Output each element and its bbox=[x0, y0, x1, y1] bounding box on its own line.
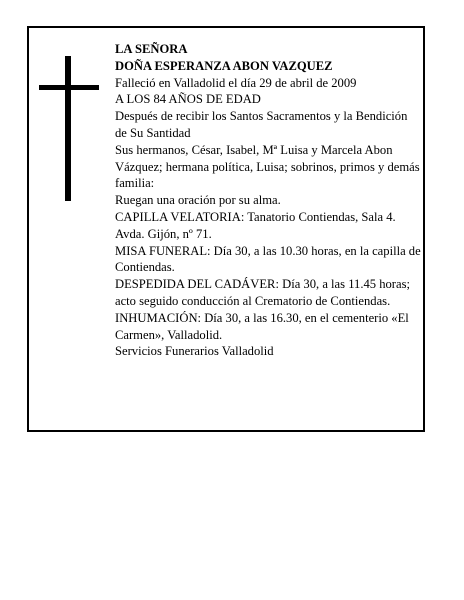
age-line: A LOS 84 AÑOS DE EDAD bbox=[115, 92, 261, 107]
prayer-line: Ruegan una oración por su alma. bbox=[115, 193, 281, 208]
sacraments-line: Después de recibir los Santos Sacramentos y la Bendición de Su Santidad bbox=[115, 109, 408, 140]
burial-line: INHUMACIÓN: Día 30, a las 16.30, en el cementerio «El Carmen», Valladolid. bbox=[115, 310, 409, 342]
latin-cross-icon bbox=[39, 56, 99, 201]
obituary-notice bbox=[27, 26, 425, 432]
chapel-line: CAPILLA VELATORIA: Tanatorio Contiendas, Sala 4. Avda. Gijón, nº 71. bbox=[115, 209, 396, 241]
farewell-line: DESPEDIDA DEL CADÁVER: Día 30, a las 11.45 horas; acto seguido conducción al Crematorio de Contiendas. bbox=[115, 277, 410, 308]
cross-horizontal-bar bbox=[39, 85, 99, 90]
death-details: Falleció en Valladolid el día 29 de abril de 2009 bbox=[115, 75, 357, 90]
deceased-name: DOÑA ESPERANZA ABON VAZQUEZ bbox=[115, 58, 333, 73]
mass-line: MISA FUNERAL: Día 30, a las 10.30 horas, en la capilla de Contiendas. bbox=[115, 243, 421, 275]
cross-vertical-bar bbox=[65, 56, 71, 201]
funeral-services-line: Servicios Funerarios Valladolid bbox=[115, 344, 274, 359]
family-line: Sus hermanos, César, Isabel, Mª Luisa y Marcela Abon Vázquez; hermana política, Luisa; sobrinos, primos y demás familia: bbox=[115, 142, 420, 191]
obituary-text bbox=[115, 41, 421, 360]
notice-title: LA SEÑORA bbox=[115, 42, 188, 56]
